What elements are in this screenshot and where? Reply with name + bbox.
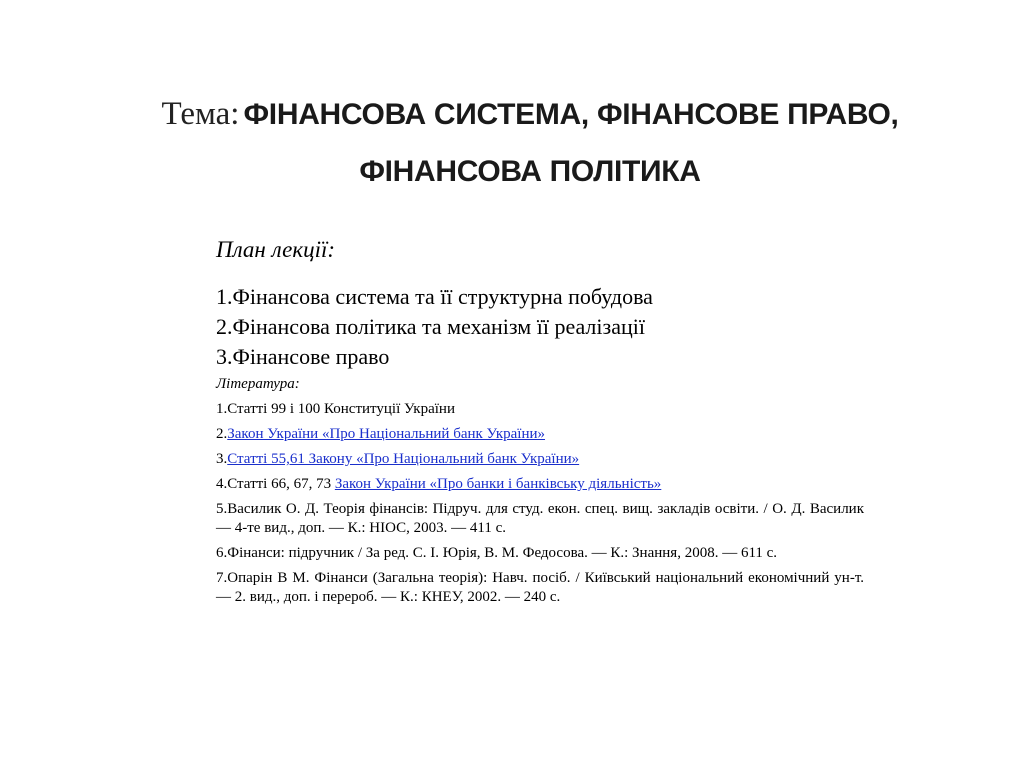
- literature-item: [216, 544, 864, 563]
- literature-item: [216, 400, 864, 419]
- title-line-1: ФІНАНСОВА СИСТЕМА, ФІНАНСОВЕ ПРАВО,: [243, 98, 899, 131]
- literature-link[interactable]: Статті 55,61 Закону «Про Національний банк України»: [227, 451, 580, 467]
- literature-text: 5.Василик О. Д. Теорія фінансів: Підруч. для студ. екон. спец. вищ. закладів освіти. / О. Д. Василик — 4-те вид., доп. — К.: НІОС, 2003. — 411 с.: [216, 501, 864, 536]
- literature-item: [216, 450, 864, 469]
- literature-list: [216, 400, 864, 607]
- plan-item: 2.Фінансова політика та механізм її реалізації: [216, 314, 645, 339]
- slide-title: [40, 90, 1020, 196]
- literature-item: [216, 569, 864, 607]
- literature-link[interactable]: Закон України «Про банки і банківську діяльність»: [334, 476, 662, 492]
- literature-text: 7.Опарін В М. Фінанси (Загальна теорія): Навч. посіб. / Київський національний економічний ун-т. — 2. вид., доп. і перероб. — К.: КНЕУ, 2002. — 240 с.: [216, 570, 864, 605]
- literature-item: [216, 425, 864, 444]
- lecture-content: [216, 236, 864, 613]
- plan-heading: План лекції:: [216, 237, 336, 262]
- plan-list: [216, 282, 864, 372]
- title-prefix: Тема:: [161, 96, 240, 132]
- literature-link[interactable]: Закон України «Про Національний банк України»: [227, 426, 546, 442]
- literature-text: 6.Фінанси: підручник / За ред. С. І. Юрія, В. М. Федосова. — К.: Знання, 2008. — 611 с.: [216, 545, 778, 561]
- plan-item: 1.Фінансова система та її структурна побудова: [216, 284, 653, 309]
- literature-item: [216, 475, 864, 494]
- literature-text: 3.: [216, 451, 228, 467]
- plan-item: 3.Фінансове право: [216, 344, 390, 369]
- literature-heading: Література:: [216, 376, 300, 392]
- literature-text: 2.: [216, 426, 228, 442]
- literature-item: [216, 500, 864, 538]
- literature-text: 4.Статті 66, 67, 73: [216, 476, 335, 492]
- literature-text: 1.Статті 99 і 100 Конституції України: [216, 401, 455, 417]
- title-line-2: ФІНАНСОВА ПОЛІТИКА: [359, 155, 701, 188]
